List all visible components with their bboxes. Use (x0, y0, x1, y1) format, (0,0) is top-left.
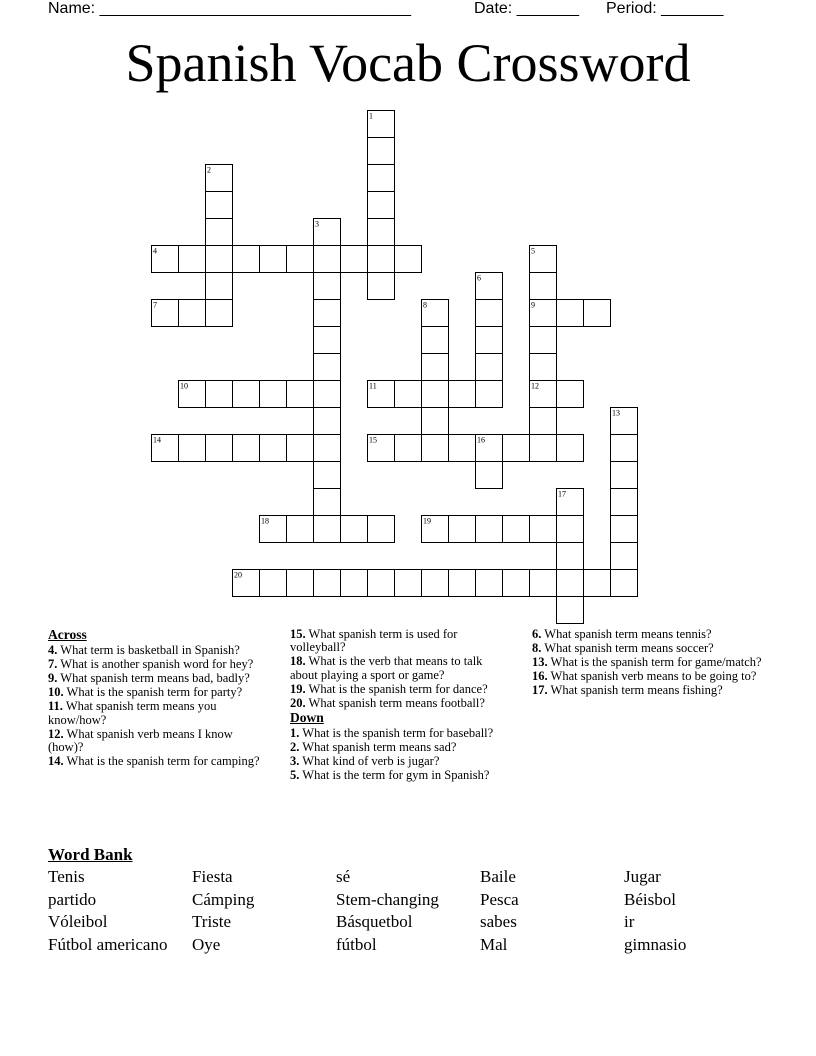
down-clue (290, 769, 518, 782)
clue-number: 18. (290, 654, 306, 669)
crossword-cell[interactable] (152, 435, 179, 462)
crossword-cell[interactable] (260, 246, 287, 273)
crossword-cell[interactable] (368, 570, 395, 597)
word-bank-word: Básquetbol (336, 912, 413, 932)
crossword-cell[interactable] (395, 570, 422, 597)
crossword-cell[interactable] (368, 192, 395, 219)
crossword-cell[interactable] (314, 408, 341, 435)
across-clue (290, 683, 518, 696)
word-bank-title: Word Bank (48, 845, 133, 864)
clue-text: What spanish term means bad, badly? (57, 671, 250, 686)
word-bank-word: Cámping (192, 889, 255, 909)
crossword-cell[interactable] (611, 489, 638, 516)
period-field[interactable]: Period: _______ (606, 0, 724, 17)
crossword-cell[interactable] (476, 327, 503, 354)
crossword-cell[interactable] (341, 570, 368, 597)
across-clue (48, 672, 274, 685)
clue-number: 11. (48, 699, 63, 714)
crossword-cell[interactable] (530, 570, 557, 597)
crossword-cell[interactable] (503, 435, 530, 462)
clue-number: 1. (290, 726, 300, 741)
crossword-cell[interactable] (557, 543, 584, 570)
clue-number: 11 (369, 381, 377, 391)
student-info-header (48, 0, 748, 20)
clues-column-3 (532, 628, 772, 698)
across-heading: Across (48, 627, 87, 642)
clue-number: 6 (477, 273, 481, 283)
word-bank-word: Vóleibol (48, 912, 108, 932)
crossword-cell[interactable] (530, 435, 557, 462)
clue-text: What is the spanish term for camping? (63, 754, 260, 769)
date-field[interactable]: Date: _______ (474, 0, 579, 17)
crossword-cell[interactable] (395, 381, 422, 408)
crossword-cell[interactable] (449, 570, 476, 597)
crossword-cell[interactable] (314, 381, 341, 408)
crossword-cell[interactable] (476, 570, 503, 597)
clue-number: 3 (315, 219, 319, 229)
down-clue (290, 741, 518, 754)
clue-text: What is the term for gym in Spanish? (299, 768, 490, 783)
clue-text: What spanish verb means to be going to? (547, 669, 757, 683)
crossword-cell[interactable] (395, 435, 422, 462)
across-clue (48, 728, 274, 755)
clue-text: What is the spanish term for dance? (305, 681, 488, 696)
crossword-cell[interactable] (314, 489, 341, 516)
crossword-cell[interactable] (557, 489, 584, 516)
across-clue (290, 655, 518, 682)
crossword-cell[interactable] (314, 246, 341, 273)
down-clue (532, 628, 772, 641)
clue-text: What spanish term means football? (305, 695, 485, 710)
crossword-cell[interactable] (611, 462, 638, 489)
crossword-cell[interactable] (611, 435, 638, 462)
crossword-cell[interactable] (233, 570, 260, 597)
clue-number: 19 (423, 516, 431, 526)
clue-number: 13. (532, 655, 548, 669)
crossword-cell[interactable] (314, 273, 341, 300)
crossword-cell[interactable] (287, 570, 314, 597)
clue-number: 12 (531, 381, 539, 391)
crossword-cell[interactable] (503, 516, 530, 543)
crossword-cell[interactable] (341, 246, 368, 273)
crossword-cell[interactable] (287, 435, 314, 462)
crossword-cell[interactable] (584, 300, 611, 327)
crossword-cell[interactable] (476, 516, 503, 543)
down-clue (290, 727, 518, 740)
crossword-cell[interactable] (206, 381, 233, 408)
crossword-cell[interactable] (287, 381, 314, 408)
crossword-cell[interactable] (206, 246, 233, 273)
word-bank-word: fútbol (336, 934, 377, 954)
crossword-cell[interactable] (179, 435, 206, 462)
crossword-cell[interactable] (368, 165, 395, 192)
word-bank-word: Fiesta (192, 867, 233, 886)
clue-number: 3. (290, 754, 300, 769)
crossword-cell[interactable] (152, 246, 179, 273)
across-clue (48, 658, 274, 671)
clue-number: 10. (48, 685, 64, 700)
word-bank-word: Stem-changing (336, 889, 439, 909)
clues-column-1 (48, 628, 274, 769)
crossword-cell[interactable] (314, 300, 341, 327)
word-bank-word: sé (336, 867, 351, 886)
crossword-cell[interactable] (368, 435, 395, 462)
crossword-cell[interactable] (530, 246, 557, 273)
crossword-cell[interactable] (530, 300, 557, 327)
word-bank-word: Pesca (480, 889, 519, 909)
down-heading: Down (290, 709, 324, 725)
crossword-cell[interactable] (233, 381, 260, 408)
crossword-cell[interactable] (206, 165, 233, 192)
clue-number: 9 (531, 300, 535, 310)
clue-text: What spanish term means you know/how? (48, 699, 217, 727)
crossword-cell[interactable] (368, 219, 395, 246)
crossword-cell[interactable] (530, 327, 557, 354)
crossword-cell[interactable] (368, 381, 395, 408)
clue-number: 8 (423, 300, 427, 310)
crossword-cell[interactable] (422, 381, 449, 408)
clue-number: 12. (48, 726, 64, 741)
clue-number: 14. (48, 754, 64, 769)
clue-number: 18 (261, 516, 269, 526)
clues-column-2 (290, 628, 518, 783)
crossword-cell[interactable] (422, 570, 449, 597)
crossword-cell[interactable] (368, 246, 395, 273)
crossword-cell[interactable] (314, 435, 341, 462)
word-bank-word: Fútbol americano (48, 934, 168, 954)
crossword-cell[interactable] (557, 300, 584, 327)
crossword-cell[interactable] (449, 516, 476, 543)
crossword-cell[interactable] (422, 327, 449, 354)
clue-number: 4 (153, 246, 157, 256)
crossword-cell[interactable] (449, 435, 476, 462)
word-bank-word: Oye (192, 934, 221, 954)
crossword-cell[interactable] (179, 381, 206, 408)
crossword-cell[interactable] (206, 273, 233, 300)
crossword-cell[interactable] (260, 435, 287, 462)
clue-text: What is the spanish term for baseball? (299, 726, 494, 741)
clue-text: What kind of verb is jugar? (299, 754, 440, 769)
crossword-cell[interactable] (260, 381, 287, 408)
crossword-cell[interactable] (449, 381, 476, 408)
word-bank (48, 866, 768, 956)
crossword-cell[interactable] (611, 570, 638, 597)
down-clue (290, 755, 518, 768)
crossword-cell[interactable] (260, 570, 287, 597)
crossword-cell[interactable] (557, 516, 584, 543)
crossword-cell[interactable] (314, 462, 341, 489)
crossword-cell[interactable] (422, 300, 449, 327)
crossword-cell[interactable] (584, 570, 611, 597)
name-field[interactable]: Name: ___________________________________ (48, 0, 412, 17)
clue-number: 14 (153, 435, 161, 445)
clue-number: 20 (234, 570, 242, 580)
clue-number: 5 (531, 246, 535, 256)
across-clue (290, 628, 518, 655)
across-clue (290, 697, 518, 710)
down-clue (532, 656, 772, 669)
word-bank-word: Baile (480, 867, 516, 886)
crossword-cell[interactable] (422, 516, 449, 543)
crossword-cell[interactable] (611, 543, 638, 570)
page-title: Spanish Vocab Crossword (125, 33, 691, 93)
word-bank-word: sabes (480, 912, 517, 932)
clue-text: What spanish verb means I know (how)? (48, 726, 233, 755)
crossword-cell[interactable] (476, 435, 503, 462)
word-bank-word: ir (624, 912, 635, 932)
clue-number: 7 (153, 300, 157, 310)
clue-number: 15. (290, 627, 306, 641)
across-clue (48, 755, 274, 768)
down-clue (532, 642, 772, 655)
crossword-cell[interactable] (206, 192, 233, 219)
clue-number: 8. (532, 641, 542, 655)
clue-number: 2. (290, 740, 300, 755)
clue-number: 4. (48, 643, 58, 658)
clue-text: What term is basketball in Spanish? (57, 643, 240, 658)
crossword-cell[interactable] (476, 354, 503, 381)
clue-text: What is another spanish word for hey? (57, 657, 254, 672)
crossword-cell[interactable] (422, 435, 449, 462)
across-clue (48, 644, 274, 657)
crossword-cell[interactable] (152, 300, 179, 327)
crossword-cell[interactable] (314, 354, 341, 381)
clue-number: 6. (532, 627, 542, 641)
crossword-cell[interactable] (557, 570, 584, 597)
down-clue (532, 670, 772, 683)
crossword-cell[interactable] (557, 381, 584, 408)
crossword-cell[interactable] (476, 462, 503, 489)
clue-number: 16. (532, 669, 548, 683)
crossword-cell[interactable] (611, 408, 638, 435)
clue-text: What spanish term means fishing? (547, 683, 723, 697)
crossword-cell[interactable] (314, 570, 341, 597)
crossword-cell[interactable] (260, 516, 287, 543)
clue-text: What spanish term means tennis? (541, 627, 712, 641)
crossword-cell[interactable] (395, 246, 422, 273)
clue-text: What is the spanish term for party? (63, 685, 243, 700)
clue-number: 17 (558, 489, 566, 499)
crossword-cell[interactable] (503, 570, 530, 597)
crossword-cell[interactable] (422, 408, 449, 435)
clue-text: What is the spanish term for game/match? (547, 655, 762, 669)
clue-number: 13 (612, 408, 620, 418)
clue-text: What spanish term means soccer? (541, 641, 714, 655)
clue-number: 20. (290, 695, 306, 710)
clue-number: 19. (290, 681, 306, 696)
crossword-cell[interactable] (611, 516, 638, 543)
crossword-cell[interactable] (233, 435, 260, 462)
clue-number: 17. (532, 683, 548, 697)
clue-number: 7. (48, 657, 58, 672)
crossword-cell[interactable] (314, 327, 341, 354)
clue-number: 9. (48, 671, 58, 686)
crossword-cell[interactable] (206, 219, 233, 246)
word-bank-word: Jugar (624, 867, 661, 886)
word-bank-word: Triste (192, 912, 232, 932)
clue-text: What spanish term is used for volleyball? (290, 627, 458, 655)
clue-number: 2 (207, 165, 211, 175)
crossword-cell[interactable] (179, 300, 206, 327)
clue-text: What is the verb that means to talk about playing a sport or game? (290, 654, 483, 682)
word-bank-word: Tenis (48, 867, 85, 886)
crossword-cell[interactable] (314, 219, 341, 246)
crossword-cell[interactable] (368, 273, 395, 300)
crossword-cell[interactable] (476, 381, 503, 408)
crossword-cell[interactable] (206, 300, 233, 327)
crossword-cell[interactable] (530, 516, 557, 543)
crossword-cell[interactable] (206, 435, 233, 462)
clue-number: 16 (477, 435, 485, 445)
crossword-cell[interactable] (530, 354, 557, 381)
crossword-cell[interactable] (368, 516, 395, 543)
crossword-cell[interactable] (476, 300, 503, 327)
crossword-cell[interactable] (422, 354, 449, 381)
crossword-cell[interactable] (557, 435, 584, 462)
clue-number: 15 (369, 435, 377, 445)
word-bank-word: Béisbol (624, 889, 676, 909)
across-clue (48, 700, 274, 727)
clue-number: 5. (290, 768, 300, 783)
clue-text: What spanish term means sad? (299, 740, 457, 755)
crossword-cell[interactable] (287, 516, 314, 543)
down-clue (532, 684, 772, 697)
crossword-cell[interactable] (557, 597, 584, 624)
crossword-cell[interactable] (530, 273, 557, 300)
word-bank-word: partido (48, 889, 97, 909)
word-bank-word: gimnasio (624, 934, 687, 954)
crossword-cell[interactable] (314, 516, 341, 543)
word-bank-word: Mal (480, 934, 508, 954)
clue-number: 10 (180, 381, 188, 391)
crossword-cell[interactable] (287, 246, 314, 273)
crossword-cell[interactable] (530, 408, 557, 435)
crossword-cell[interactable] (179, 246, 206, 273)
crossword-cell[interactable] (368, 138, 395, 165)
crossword-cell[interactable] (530, 381, 557, 408)
clue-number: 1 (369, 111, 373, 121)
across-clue (48, 686, 274, 699)
crossword-cell[interactable] (341, 516, 368, 543)
crossword-cell[interactable] (476, 273, 503, 300)
crossword-cell[interactable] (368, 111, 395, 138)
crossword-cell[interactable] (233, 246, 260, 273)
